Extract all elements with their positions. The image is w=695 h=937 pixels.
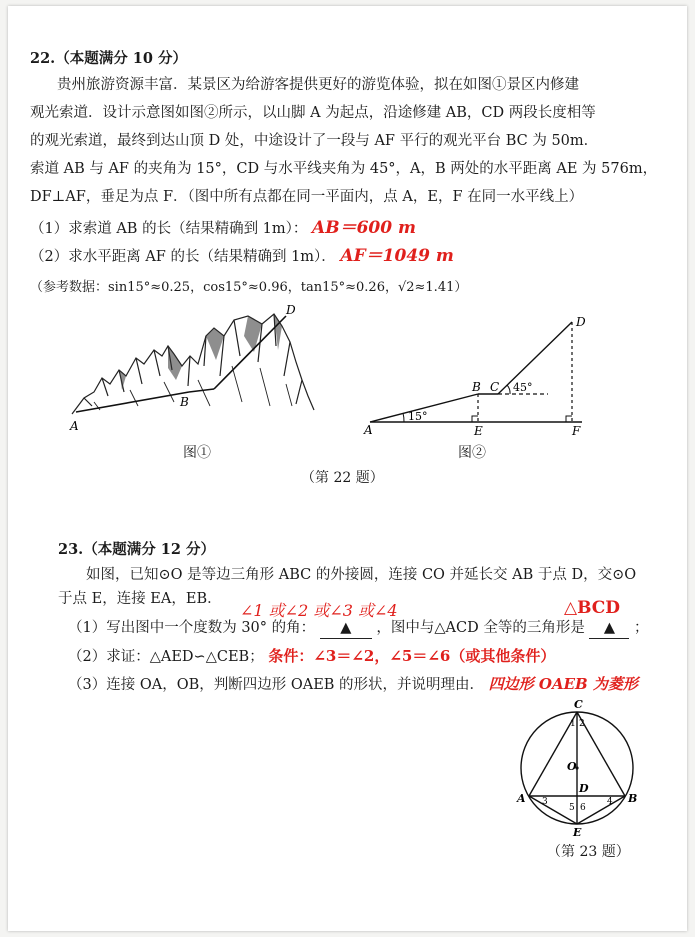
exam-page: [8, 6, 687, 931]
q23-caption: （第 23 题）: [547, 844, 630, 860]
q22-fig2-label: 图②: [458, 445, 486, 461]
fig23-angle-6: 6: [580, 803, 586, 813]
q22-answer-2: AF＝1049 m: [340, 246, 454, 266]
fig2-angle-15: 15°: [408, 410, 428, 423]
fig23-point-b: B: [628, 792, 638, 805]
fig23-angle-3: 3: [542, 797, 548, 807]
fig1-point-a: A: [70, 419, 79, 433]
q23-part-2: [68, 646, 555, 667]
fig23-point-d: D: [579, 782, 589, 795]
blank-mark-icon: ▲: [340, 620, 352, 636]
q22-part-2-text: （2）求水平距离 AF 的长（结果精确到 1m）．: [30, 249, 336, 265]
fig2-point-b: B: [472, 380, 481, 394]
fig2-point-d: D: [576, 315, 586, 329]
q23-part-1-text-c: ；: [634, 620, 649, 636]
q22-line-3: 的观光索道，最终到达山顶 D 处，中途设计了一段与 AF 平行的观光平台 BC 为 50m．: [30, 133, 599, 149]
mountain-shading: [119, 314, 282, 390]
q22-caption: （第 22 题）: [301, 470, 384, 486]
q23-figure: [515, 696, 655, 839]
q23-part-1-text-a: （1）写出图中一个度数为 30° 的角：: [68, 620, 316, 636]
angle-45-arc: [507, 385, 510, 394]
fig23-point-e: E: [573, 826, 582, 839]
fig23-angle-1: 1: [570, 719, 576, 729]
q23-answer-2: 条件：∠3＝∠2，∠5＝∠6（或其他条件）: [268, 647, 556, 665]
q22-reference: （参考数据：sin15°≈0.25，cos15°≈0.96，tan15°≈0.26，√2≈1.41）: [30, 280, 468, 295]
q22-part-1: [30, 218, 416, 239]
q22-header: 22.（本题满分 10 分）: [30, 50, 188, 67]
q23-part-3: [68, 674, 638, 695]
fig23-point-a: A: [517, 792, 526, 805]
q23-line-1: 如图，已知⊙O 是等边三角形 ABC 的外接圆，连接 CO 并延长交 AB 于点 D，交⊙O: [86, 567, 637, 583]
fig23-angle-2: 2: [579, 719, 585, 729]
fig23-angle-4: 4: [607, 797, 613, 807]
right-angle-f: [566, 416, 572, 422]
q23-answer-angles: ∠1 或∠2 或∠3 或∠4: [240, 601, 398, 620]
q23-blank-2: [589, 618, 629, 639]
fig2-point-a: A: [364, 423, 373, 437]
q22-line-4: 索道 AB 与 AF 的夹角为 15°，CD 与水平线夹角为 45°，A，B 两处的水平距离 AE 为 576m，: [30, 161, 658, 177]
q22-line-2: 观光索道．设计示意图如图②所示，以山脚 A 为起点，沿途修建 AB，CD 两段长度相等: [30, 105, 596, 121]
q22-answer-1: AB＝600 m: [312, 218, 416, 238]
q23-answer-3: 四边形 OAEB 为菱形: [488, 675, 638, 693]
q22-line-1: 贵州旅游资源丰富．某景区为给游客提供更好的游览体验，拟在如图①景区内修建: [57, 77, 579, 93]
fig2-point-f: F: [572, 424, 581, 438]
q23-part-2-text: （2）求证：△AED∽△CEB；: [68, 649, 264, 665]
q23-blank-1: [320, 618, 372, 639]
fig2-point-e: E: [474, 424, 483, 438]
q23-part-1-text-b: ，图中与△ACD 全等的三角形是: [376, 620, 585, 636]
fig1-point-b: B: [180, 395, 189, 409]
q22-line-5: DF⊥AF，垂足为点 F．（图中所有点都在同一平面内，点 A，E，F 在同一水平线上）: [30, 189, 584, 205]
q22-fig1-label: 图①: [183, 445, 211, 461]
q23-header: 23.（本题满分 12 分）: [58, 541, 216, 558]
q22-part-1-text: （1）求索道 AB 的长（结果精确到 1m）：: [30, 221, 308, 237]
q23-answer-triangle: △BCD: [564, 598, 621, 618]
q23-line-2: 于点 E，连接 EA，EB．: [58, 591, 222, 607]
line-cd: [498, 322, 572, 394]
fig23-point-o: O: [567, 760, 577, 773]
fig23-point-c: C: [574, 698, 583, 711]
q23-part-1: [68, 618, 649, 639]
platform-bc: [189, 389, 214, 392]
q23-part-3-text: （3）连接 OA，OB，判断四边形 OAEB 的形状，并说明理由．: [68, 677, 485, 693]
right-angle-e: [472, 416, 478, 422]
blank-mark-icon: ▲: [603, 620, 616, 636]
angle-15-arc: [403, 413, 404, 422]
q22-figure-1: [64, 303, 314, 436]
fig2-point-c: C: [490, 380, 500, 394]
q22-figure-2: [360, 312, 610, 438]
fig23-angle-5: 5: [569, 803, 575, 813]
fig1-point-d: D: [286, 303, 296, 317]
q22-part-2: [30, 246, 454, 267]
fig2-angle-45: 45°: [513, 381, 533, 394]
